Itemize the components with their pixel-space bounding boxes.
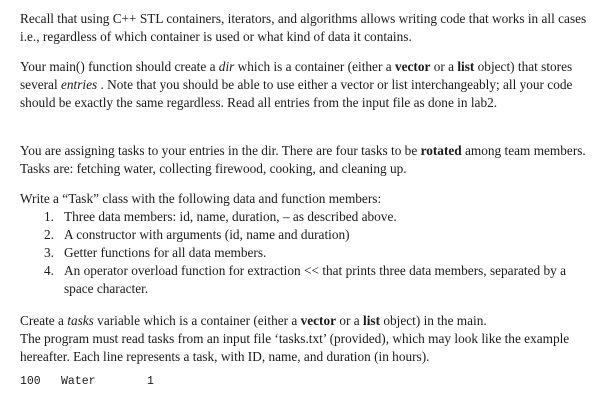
- paragraph-tasks-rotation: You are assigning tasks to your entries in the dir. There are four tasks to be rotated among team members. Tasks are: fetching water, collecting firewood, cooking, and cleaning up.: [20, 143, 586, 176]
- tasks-term: tasks: [67, 313, 94, 328]
- list-item: 1. Three data members: id, name, duration, – as described above.: [44, 209, 397, 224]
- example-duration: 1: [147, 375, 154, 388]
- paragraph-task-class: Write a “Task” class with the following data and function members:: [20, 191, 382, 206]
- list-item: 4. An operator overload function for extraction << that prints three data members, separated by a space character.: [44, 263, 566, 296]
- example-name: Water: [61, 375, 96, 388]
- dir-term: dir: [218, 59, 235, 74]
- list-item: 2. A constructor with arguments (id, name and duration): [44, 227, 350, 242]
- vector-term: vector: [394, 59, 431, 74]
- list-item: 3. Getter functions for all data members.: [44, 245, 267, 260]
- example-task-line: [20, 374, 154, 390]
- task-class-requirements-list: [20, 208, 590, 298]
- entries-term: entries: [60, 77, 98, 92]
- paragraph-stl-intro: Recall that using C++ STL containers, iterators, and algorithms allows writing code that works in all cases i.e., regardless of which container is used or what kind of data it contains.: [20, 11, 587, 44]
- list-term: list: [457, 59, 475, 74]
- rotated-term: rotated: [420, 143, 462, 158]
- example-id: 100: [20, 375, 41, 388]
- paragraph-main-function: Your main() function should create a dir which is a container (either a vector or a list object) that stores several entries . Note that you should be able to use either a vector or list interchangeably; all your code should be exactly the same regardless. Read all entries from the input file as done in lab2.: [20, 59, 573, 110]
- vector-term: vector: [300, 313, 337, 328]
- paragraph-tasks-variable: Create a tasks variable which is a container (either a vector or a list object) in the main. The program must read tasks from an input file ‘tasks.txt’ (provided), which may look like the example hereafter. Each line represents a task, with ID, name, and duration (in hours).: [20, 313, 570, 364]
- list-term: list: [363, 313, 380, 328]
